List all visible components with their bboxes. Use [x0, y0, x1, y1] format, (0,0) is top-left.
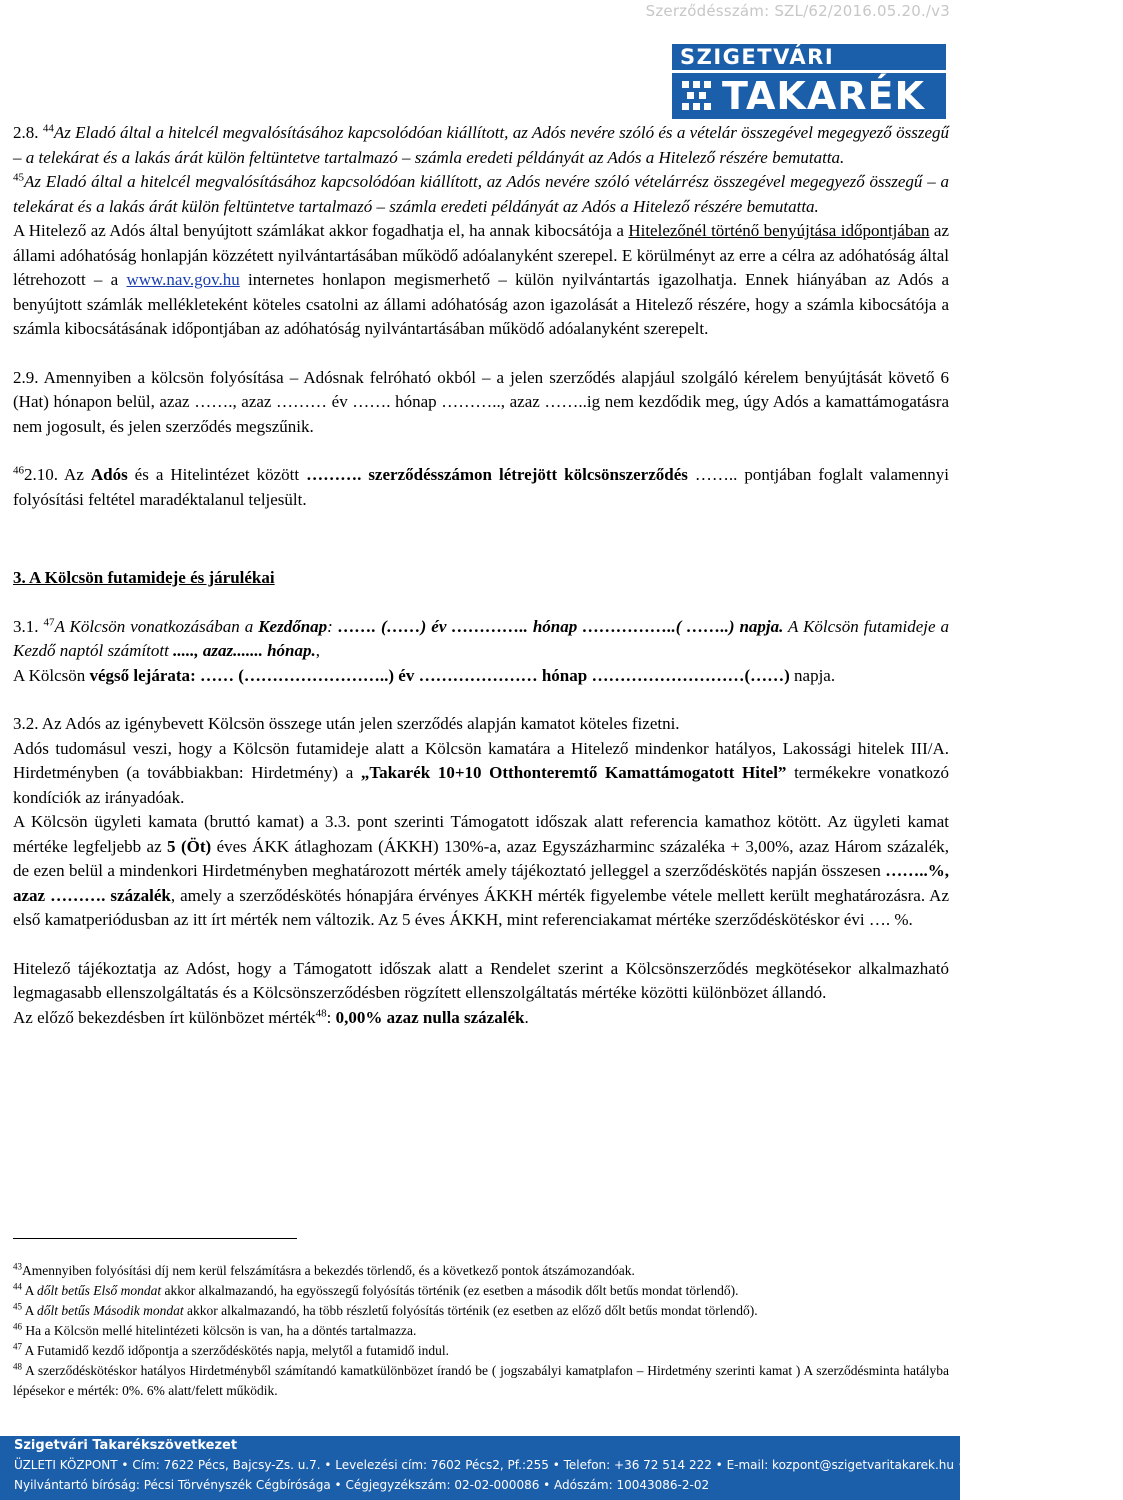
section-3-1-g: A Kölcsön [13, 665, 90, 685]
section-3-2-p3-d: ……..%, azaz ………. százalék [13, 861, 949, 905]
section-2-8-sentence-45: Az Eladó által a hitelcél megvalósításához kapcsolódóan kiállított, az Adós nevére szóló vételárrész összegével megegyező összegű – a telekárat és a lakás árát külön feltüntetve tartalmazó – számla eredeti példányát az Adós a Hitelező részére bemutatta. [13, 172, 949, 216]
footnote-ref-44[interactable]: 44 [42, 122, 54, 135]
footnote-num: 48 [13, 1361, 22, 1372]
footnote-text: A szerződéskötéskor hatályos Hirdetményből számítandó kamatkülönbözet írandó be ( jogszabályi kamatplafon – Hirdetmény szerinti kamat ) A szerződésminta hatályba lépésekor e mérték: 0%. 6% alatt/felett működik. [13, 1363, 949, 1398]
section-3-1-j: napja. [794, 665, 836, 685]
footnote-ref-45[interactable]: 45 [13, 171, 24, 184]
section-3-1-number: 3.1. [13, 616, 44, 636]
section-3-1-a: A Kölcsön vonatkozásában a [54, 616, 259, 636]
logo-line1: SZIGETVÁRI [672, 44, 946, 70]
section-2-9: 2.9. Amennyiben a kölcsön folyósítása – Adósnak felróható okból – a jelen szerződés alapjául szolgáló kérelem benyújtását követő 6 (Hat) hónapon belül, azaz ……., azaz ……… év ……. hónap ……….., azaz ……..ig nem kezdődik meg, úgy Adós a kamattámogatásra nem jogosult, és jelen szerződés megszűnik. [13, 367, 949, 436]
section-2-10 [13, 463, 949, 512]
footnote-text: A [22, 1283, 38, 1298]
footnote-num: 46 [13, 1321, 22, 1332]
section-3-2-p3-c: éves ÁKK átlaghozam (ÁKKH) 130%-a, azaz Egyszázharminc százaléka + 3,00%, azaz Három százalék, de ezen belül a mindenkori Hirdetményben meghatározott mérték amely tájékoztató jelleggel a szerződéskötés napján összesen [13, 836, 949, 880]
section-2-10-mid: és a Hitelintézet között [127, 465, 307, 484]
contract-number: Szerződésszám: SZL/62/2016.05.20./v3 [645, 2, 950, 20]
section-3-2-p3-a: A Kölcsön ügyleti kamata (bruttó kamat) a 3.3. pont szerinti Támogatott időszak alatt referencia kamathoz kötött. Az ügyleti kamat mértéke legfeljebb az [13, 812, 949, 856]
invoice-text-underlined: Hitelezőnél történő benyújtása időpontjában [628, 221, 930, 240]
section-3-1-c: ……. (……) év ………….. hónap ……………..( ……..) napja. [337, 616, 784, 636]
nav-link[interactable]: www.nav.gov.hu [126, 270, 240, 289]
section-3-2-p3-b: 5 (Öt) [167, 836, 212, 856]
logo-line2-block [672, 73, 946, 119]
footnote-ref-48[interactable]: 48 [315, 1006, 327, 1019]
footnote-43 [13, 1261, 949, 1281]
footnote-48 [13, 1361, 949, 1401]
section-3-2-p2 [13, 737, 949, 811]
footnote-num: 44 [13, 1281, 22, 1292]
section-2-10-end: …….. pontjában foglalt valamennyi folyósítási feltétel maradéktalanul teljesült. [13, 465, 950, 509]
footnote-divider [13, 1238, 297, 1239]
section-2-8-invoice-paragraph [13, 219, 949, 342]
section-3-1-b: : [327, 616, 338, 636]
invoice-text-b: az állami adóhatóság honlapján közzétett nyilvántartásában működő adóalanyként szerepel. E körülményt az erre a célra az adóhatóság által létrehozott – a [13, 221, 949, 289]
footer-contact-line: ÜZLETI KÖZPONT • Cím: 7622 Pécs, Bajcsy-Zs. u.7. • Levelezési cím: 7602 Pécs2, Pf.:255 • Telefon: +36 72 514 222 • E-mail: kozpont@szigetvaritakarek.hu • www.szigetvaritakarek.hu [14, 1458, 1123, 1472]
section-3-2-p2-b: „Takarék 10+10 Otthonteremtő Kamattámogatott Hitel” [360, 763, 787, 782]
page-footer [0, 1436, 1123, 1500]
section-3-1-h: végső lejárata [89, 665, 191, 685]
section-2-10-ados: Adós [90, 465, 128, 484]
footnote-text: akkor alkalmazandó, ha egyösszegű folyósítás történik (ez esetben a második dőlt betűs mondat törlendő). [161, 1283, 739, 1298]
footnote-text: Amennyiben folyósítási díj nem kerül felszámításra a bekezdés törlendő, és a következő pontok átszámozandóak. [22, 1263, 635, 1278]
footnote-text: A [22, 1303, 38, 1318]
section-3-2-p3 [13, 810, 949, 933]
section-3-1-f: , [315, 641, 320, 660]
footnote-text: akkor alkalmazandó, ha több részletű folyósítás történik (ez esetben az előző dőlt betűs mondat törlendő). [183, 1303, 758, 1318]
section-3-2-p5-d: . [524, 1007, 529, 1027]
invoice-text-a: A Hitelező az Adós által benyújtott számlákat akkor fogadhatja el, ha annak kibocsátója a [13, 221, 629, 240]
contract-body [13, 121, 949, 1030]
section-2-8-second [13, 170, 949, 219]
section-3-heading: 3. A Kölcsön futamideje és járulékai [13, 568, 275, 587]
section-3-2-p1: 3.2. Az Adós az igénybevett Kölcsön összege után jelen szerződés alapján kamatot köteles fizetni. [13, 714, 680, 733]
section-2-8-first [13, 121, 949, 170]
section-3-2-p5-b: : [326, 1007, 336, 1027]
section-2-10-bold: ………. szerződésszámon létrejött kölcsönszerződés [306, 465, 688, 484]
footnote-num: 45 [13, 1301, 22, 1312]
section-3-2-p5-c: 0,00% azaz nulla százalék [335, 1007, 525, 1027]
footnote-text: A Futamidő kezdő időpontja a szerződéskötés napja, melytől a futamidő indul. [22, 1343, 450, 1358]
footer-registry-line: Nyilvántartó bíróság: Pécsi Törvényszék Cégbírósága • Cégjegyzékszám: 02-02-000086 • Adószám: 10043086-2-02 [14, 1478, 710, 1492]
section-2-10-number: 2.10. Az [24, 465, 91, 484]
footnotes [13, 1238, 949, 1401]
section-3-2-p4: Hitelező tájékoztatja az Adóst, hogy a Támogatott időszak alatt a Rendelet szerint a Kölcsönszerződés megkötésekor alkalmazható legmagasabb ellenszolgáltatás és a Kölcsönszerződésben rögzített ellenszolgáltatás mértéke közötti különbözet állandó. [13, 958, 949, 1002]
section-3-1-kezdonap: Kezdőnap [258, 616, 328, 636]
footnote-45 [13, 1301, 949, 1321]
section-3-2-p2-c: termékekre vonatkozó kondíciók az irányadóak. [13, 763, 949, 807]
takarek-logo [672, 44, 946, 119]
section-2-8-sentence-44: Az Eladó által a hitelcél megvalósításához kapcsolódóan kiállított, az Adós nevére szóló és a vételár összegével megegyező összegű – a telekárat és a lakás árát külön feltüntetve tartalmazó – számla eredeti példányát az Adós a Hitelező részére bemutatta. [13, 123, 949, 167]
footnote-47 [13, 1341, 949, 1361]
footnote-text: Ha a Kölcsön mellé hitelintézeti kölcsön is van, ha a döntés tartalmazza. [22, 1323, 417, 1338]
footnote-italic: dőlt betűs Első mondat [37, 1283, 162, 1298]
takarek-logo-icon [680, 79, 714, 113]
section-3-2-p2-a: Adós tudomásul veszi, hogy a Kölcsön futamideje alatt a Kölcsön kamatára a Hitelező mindenkor hatályos, Lakossági hitelek III/A. Hirdetményben (a továbbiakban: Hirdetmény) a [13, 738, 949, 782]
section-3-2-p5-a: Az előző bekezdésben írt különbözet mérték [13, 1007, 316, 1027]
footnote-44 [13, 1281, 949, 1301]
logo-line2: TAKARÉK [722, 74, 925, 118]
section-3-1-d: A Kölcsön futamideje a Kezdő naptól számított [13, 616, 949, 660]
section-3-1 [13, 615, 949, 689]
section-3-2-p5 [13, 1006, 949, 1031]
footnote-num: 47 [13, 1341, 22, 1352]
section-2-8-number: 2.8. [13, 123, 39, 142]
footnote-italic: dőlt betűs Második mondat [37, 1303, 184, 1318]
invoice-text-c: internetes honlapon megismerhető – külön nyilvántartás igazolhatja. Ennek hiányában az Adós a benyújtott számlák mellékleteként köteles csatolni az állami adóhatóság azon igazolását a Hitelező részére, hogy a számla kibocsátója a számla kibocsátásának időpontjában az adóhatóság nyilvántartásában működő adóalanyként szerepelt. [13, 270, 949, 338]
footnote-46 [13, 1321, 949, 1341]
section-3-1-e: ....., azaz....... hónap. [173, 641, 316, 660]
footer-org-name: Szigetvári Takarékszövetkezet [14, 1438, 238, 1453]
footnote-ref-46[interactable]: 46 [13, 464, 24, 477]
section-3-1-i: : …… (……………………..) év ………………… hónap ………………………(……) [190, 665, 795, 685]
footnote-ref-47[interactable]: 47 [43, 615, 55, 628]
footnote-num: 43 [13, 1261, 22, 1272]
section-3-2-p3-e: , amely a szerződéskötés hónapjára érvényes ÁKKH mérték figyelembe vétele mellett került meghatározásra. Az első kamatperiódusban az itt írt mérték nem változik. Az 5 éves ÁKKH, mint referenciakamat mértéke szerződéskötéskor évi …. %. [13, 885, 949, 929]
